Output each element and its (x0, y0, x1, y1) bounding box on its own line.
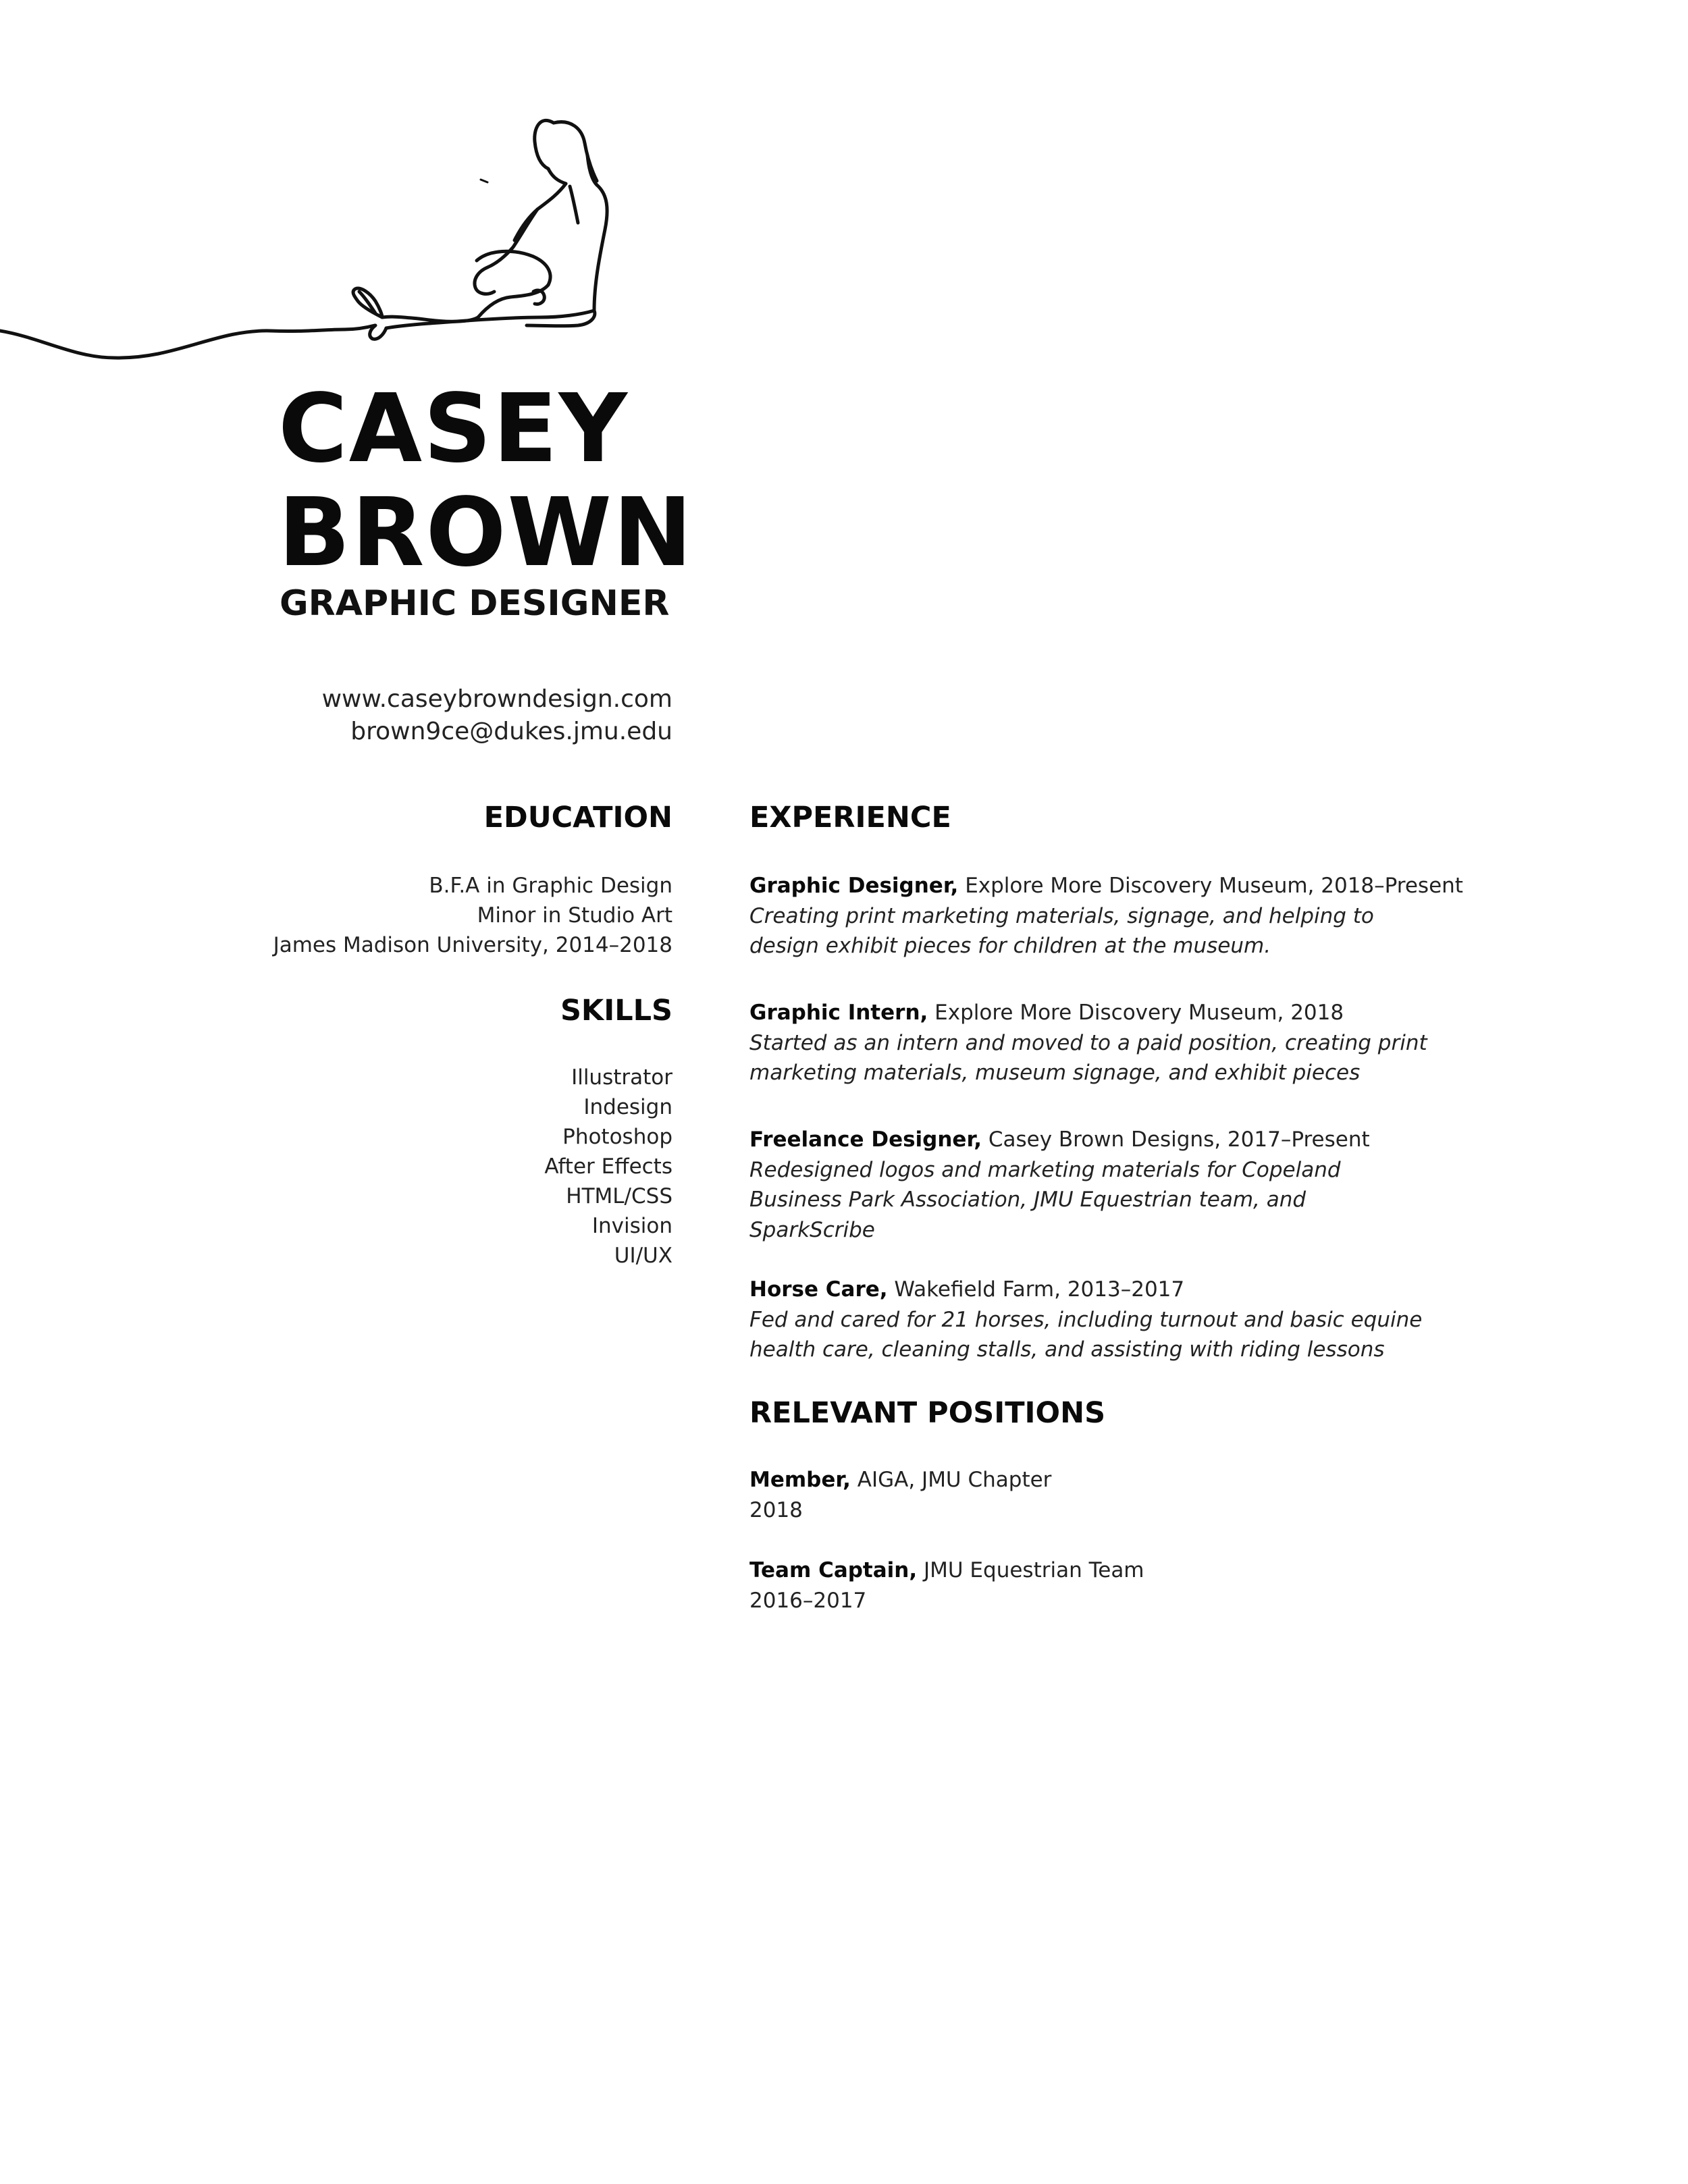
education-line: James Madison University, 2014–2018 (273, 933, 672, 957)
skill-item: Photoshop (562, 1125, 672, 1149)
position-entry (749, 1555, 1458, 1616)
education-line: Minor in Studio Art (477, 903, 672, 928)
website-link[interactable]: www.caseybrowndesign.com (321, 685, 672, 713)
skills-heading: SKILLS (560, 994, 672, 1028)
description-line: Fed and cared for 21 horses, including turnout and basic equine (749, 1307, 1423, 1332)
description-line: marketing materials, museum signage, and exhibit pieces (749, 1061, 1361, 1085)
skill-item: Invision (591, 1214, 672, 1238)
experience-detail: Explore More Discovery Museum, 2018–Present (958, 874, 1463, 898)
experience-entry (749, 1275, 1458, 1365)
education-list (273, 871, 672, 960)
position-detail: JMU Equestrian Team (917, 1558, 1144, 1582)
last-name: BROWN (278, 478, 694, 588)
experience-entry (749, 1125, 1458, 1245)
experience-role: Horse Care, (749, 1277, 888, 1302)
experience-description (749, 1028, 1458, 1088)
experience-role: Graphic Intern, (749, 1001, 928, 1025)
description-line: health care, cleaning stalls, and assisting with riding lessons (749, 1337, 1385, 1362)
skill-item: After Effects (544, 1154, 672, 1179)
description-line: design exhibit pieces for children at the museum. (749, 934, 1271, 958)
experience-description (749, 1155, 1458, 1246)
experience-detail: Explore More Discovery Museum, 2018 (928, 1001, 1344, 1025)
skills-list (544, 1063, 672, 1271)
experience-detail: Casey Brown Designs, 2017–Present (981, 1127, 1370, 1152)
position-year: 2018 (749, 1497, 803, 1522)
seated-person-line-illustration (0, 115, 621, 385)
experience-description (749, 1305, 1458, 1365)
position-role: Member, (749, 1468, 851, 1492)
position-role: Team Captain, (749, 1558, 918, 1582)
experience-detail: Wakefield Farm, 2013–2017 (887, 1277, 1185, 1302)
description-line: Started as an intern and moved to a paid position, creating print (749, 1030, 1427, 1055)
position-detail: AIGA, JMU Chapter (850, 1468, 1052, 1492)
experience-description (749, 901, 1458, 961)
education-heading: EDUCATION (483, 801, 672, 834)
description-line: Business Park Association, JMU Equestrian team, and (749, 1188, 1307, 1212)
position-year: 2016–2017 (749, 1588, 867, 1613)
experience-heading: EXPERIENCE (749, 801, 951, 834)
experience-entry (749, 871, 1463, 961)
experience-role: Freelance Designer, (749, 1127, 982, 1152)
email-link[interactable]: brown9ce@dukes.jmu.edu (350, 718, 672, 745)
description-line: Redesigned logos and marketing materials for Copeland (749, 1157, 1341, 1182)
education-line: B.F.A in Graphic Design (429, 874, 672, 898)
experience-entry (749, 998, 1458, 1088)
description-line: SparkScribe (749, 1217, 875, 1242)
skill-item: UI/UX (614, 1244, 672, 1268)
experience-role: Graphic Designer, (749, 874, 959, 898)
skill-item: HTML/CSS (566, 1184, 672, 1208)
relevant-positions-heading: RELEVANT POSITIONS (749, 1396, 1106, 1430)
skill-item: Illustrator (571, 1065, 672, 1090)
skill-item: Indesign (583, 1095, 672, 1119)
description-line: Creating print marketing materials, signage, and helping to (749, 903, 1374, 928)
first-name: CASEY (278, 374, 629, 484)
job-title: GRAPHIC DESIGNER (280, 583, 670, 624)
position-entry (749, 1465, 1458, 1525)
